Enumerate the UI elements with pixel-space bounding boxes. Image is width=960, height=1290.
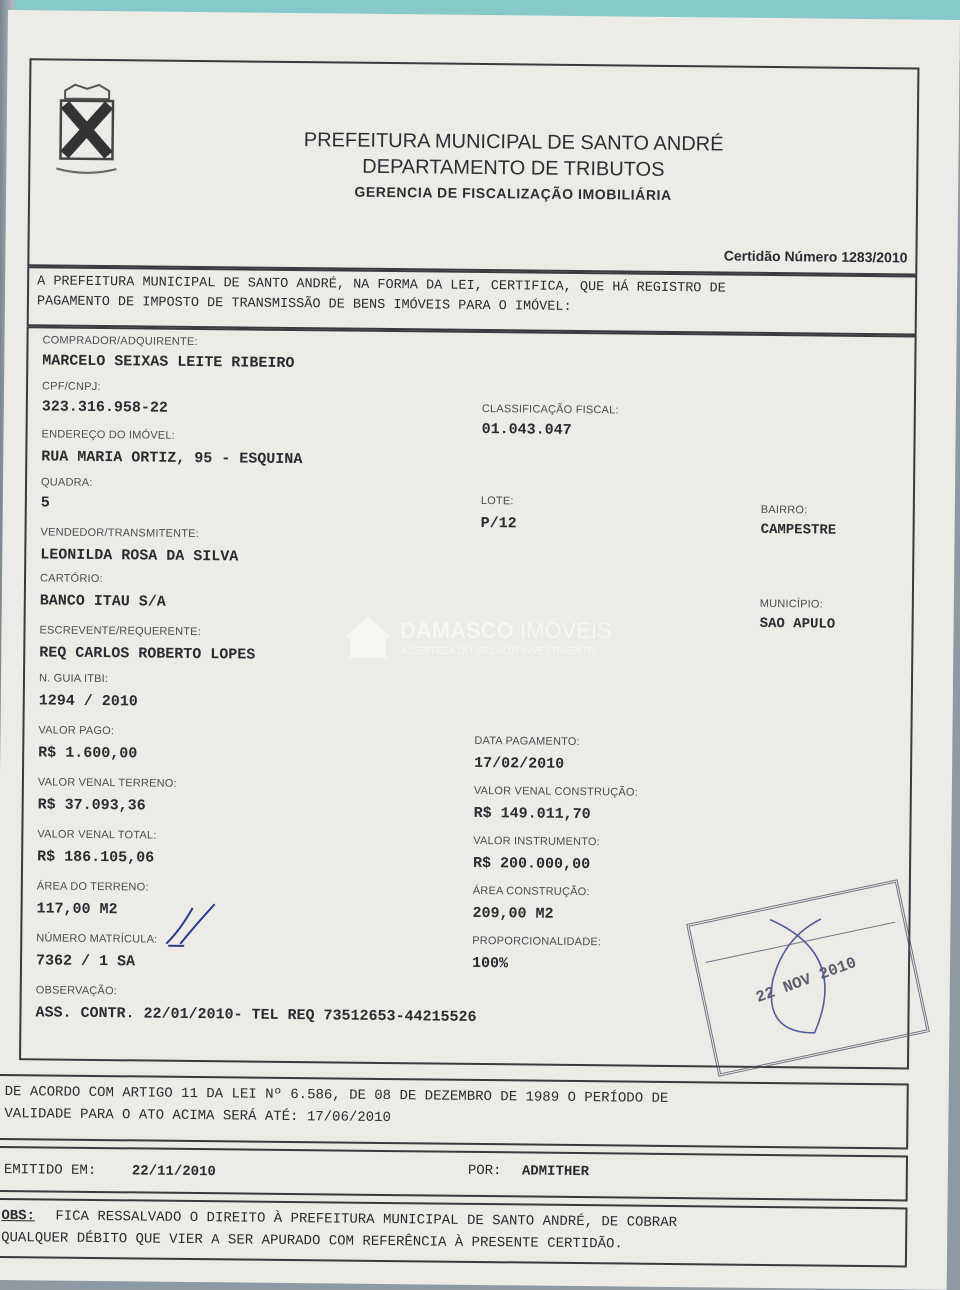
escrevente-label: ESCREVENTE/REQUERENTE: [39, 624, 202, 639]
venal-construcao-label: VALOR VENAL CONSTRUÇÃO: [473, 784, 639, 799]
endereco-value: RUA MARIA ORTIZ, 95 - ESQUINA [41, 448, 303, 469]
valor-instrumento-value: R$ 200.000,00 [472, 854, 591, 874]
watermark-brand: DAMASCO [400, 618, 514, 643]
cartorio-label: CARTÓRIO: [39, 572, 103, 586]
venal-total-value: R$ 186.105,06 [37, 848, 155, 867]
venal-terreno-label: VALOR VENAL TERRENO: [37, 776, 177, 790]
header-title: PREFEITURA MUNICIPAL DE SANTO ANDRÉ [303, 129, 724, 156]
emission-by-value: ADMITHER [521, 1163, 590, 1181]
bairro-label: BAIRRO: [760, 503, 808, 517]
bairro-value: CAMPESTRE [760, 521, 837, 539]
valor-pago-value: R$ 1.600,00 [38, 744, 138, 763]
emission-box [0, 1146, 908, 1202]
venal-total-label: VALOR VENAL TOTAL: [37, 828, 157, 842]
watermark-tagline: A CERTEZA DO MELHOR INVESTIMENTO [400, 646, 596, 657]
venal-terreno-value: R$ 37.093,36 [37, 796, 146, 815]
header-department: DEPARTAMENTO DE TRIBUTOS [362, 155, 665, 181]
intro-box [27, 266, 918, 335]
observacao-value: ASS. CONTR. 22/01/2010- TEL REQ 73512653-44215526 [35, 1004, 477, 1026]
cpf-value: 323.316.958-22 [41, 398, 168, 417]
header-box [27, 58, 919, 275]
quadra-label: QUADRA: [40, 476, 93, 489]
emission-label: EMITIDO EM: [3, 1162, 97, 1179]
area-construcao-value: 209,00 M2 [472, 904, 554, 923]
classificacao-value: 01.043.047 [481, 420, 572, 439]
escrevente-value: REQ CARLOS ROBERTO LOPES [39, 644, 256, 664]
data-pagamento-value: 17/02/2010 [474, 754, 565, 773]
vendedor-label: VENDEDOR/TRANSMITENTE: [40, 526, 200, 541]
validity-line-2: VALIDADE PARA O ATO ACIMA SERÁ ATÉ: 17/06/2010 [4, 1106, 391, 1127]
endereco-label: ENDEREÇO DO IMÓVEL: [41, 428, 176, 442]
house-icon [340, 612, 396, 662]
proporcionalidade-label: PROPORCIONALIDADE: [472, 934, 602, 949]
obs-line-2: QUALQUER DÉBITO QUE VIER A SER APURADO COM REFERÊNCIA À PRESENTE CERTIDÃO. [1, 1229, 623, 1253]
obs-label: OBS: [1, 1207, 36, 1225]
intro-line-1: A PREFEITURA MUNICIPAL DE SANTO ANDRÉ, NA FORMA DA LEI, CERTIFICA, QUE HÁ REGISTRO DE [37, 274, 726, 297]
watermark-brand-2: IMÓVEIS [520, 618, 612, 643]
valor-pago-label: VALOR PAGO: [38, 724, 115, 738]
valor-instrumento-label: VALOR INSTRUMENTO: [473, 834, 601, 849]
vendedor-value: LEONILDA ROSA DA SILVA [40, 546, 239, 566]
guia-value: 1294 / 2010 [38, 692, 138, 711]
matricula-label: NÚMERO MATRÍCULA: [36, 932, 158, 946]
area-terreno-label: ÁREA DO TERRENO: [36, 880, 149, 894]
emission-date: 22/11/2010 [131, 1163, 216, 1181]
data-pagamento-label: DATA PAGAMENTO: [474, 734, 580, 749]
validity-line-1: DE ACORDO COM ARTIGO 11 DA LEI Nº 6.586, DE 08 DE DEZEMBRO DE 1989 O PERÍODO DE [4, 1084, 669, 1107]
header-subdepartment: GERENCIA DE FISCALIZAÇÃO IMOBILIÁRIA [354, 183, 672, 203]
lote-label: LOTE: [480, 494, 514, 508]
certificate-number: Certidão Número 1283/2010 [723, 247, 908, 266]
obs-line-1: FICA RESSALVADO O DIREITO À PREFEITURA MUNICIPAL DE SANTO ANDRÉ, DE COBRAR [55, 1208, 678, 1232]
municipio-value: SAO APULO [759, 615, 836, 633]
guia-label: N. GUIA ITBI: [38, 672, 109, 686]
lote-value: P/12 [480, 514, 517, 533]
venal-construcao-value: R$ 149.011,70 [473, 804, 591, 824]
emission-by-label: POR: [467, 1162, 502, 1180]
observacao-label: OBSERVAÇÃO: [35, 984, 118, 998]
municipio-label: MUNICÍPIO: [759, 597, 824, 611]
cpf-label: CPF/CNPJ: [41, 380, 101, 393]
area-construcao-label: ÁREA CONSTRUÇÃO: [472, 884, 590, 899]
handwritten-check-mark [162, 900, 223, 951]
quadra-value: 5 [40, 494, 50, 512]
obs-box [0, 1198, 908, 1268]
area-terreno-value: 117,00 M2 [36, 900, 118, 919]
comprador-value: MARCELO SEIXAS LEITE RIBEIRO [42, 352, 295, 373]
proporcionalidade-value: 100% [471, 954, 509, 973]
comprador-label: COMPRADOR/ADQUIRENTE: [42, 334, 198, 349]
matricula-value: 7362 / 1 SA [35, 952, 136, 971]
classificacao-label: CLASSIFICAÇÃO FISCAL: [481, 402, 619, 417]
validity-box [0, 1074, 909, 1150]
stamp-date: 22 NOV 2010 [753, 953, 859, 1007]
intro-line-2: PAGAMENTO DE IMPOSTO DE TRANSMISSÃO DE BENS IMÓVEIS PARA O IMÓVEL: [36, 294, 572, 315]
cartorio-value: BANCO ITAU S/A [39, 592, 166, 611]
